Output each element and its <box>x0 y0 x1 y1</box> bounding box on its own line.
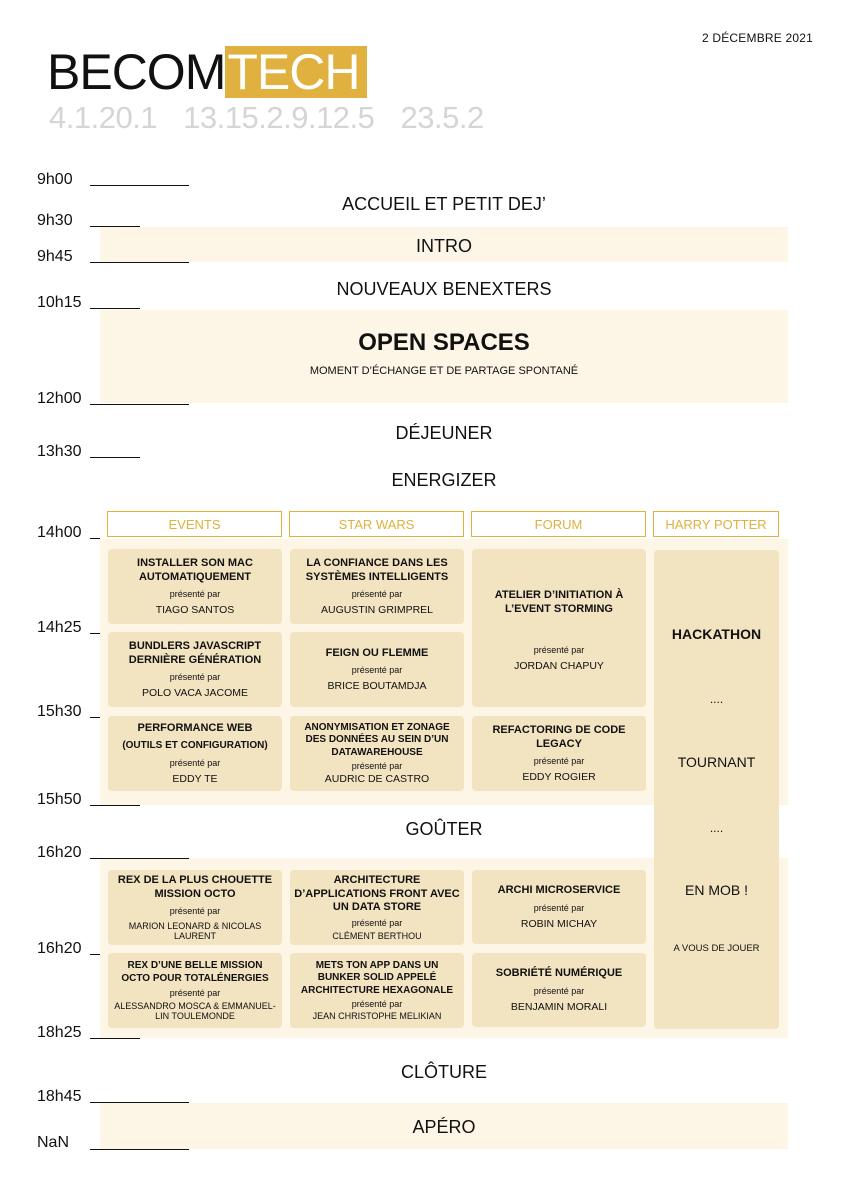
talk-title: PERFORMANCE WEB <box>137 722 253 735</box>
talk-speaker: JORDAN CHAPUY <box>514 659 604 672</box>
time-label: 16h20 <box>37 844 82 861</box>
talk-title: LA CONFIANCE DANS LES SYSTÈMES INTELLIGENTS <box>305 556 449 583</box>
event-apero: APÉRO <box>412 1117 476 1137</box>
hackathon-en-mob: EN MOB ! <box>684 882 748 898</box>
time-label: 9h45 <box>37 248 73 265</box>
talk-card <box>290 632 464 707</box>
talk-card <box>108 716 282 791</box>
time-label: 15h50 <box>37 791 82 808</box>
time-label: 18h45 <box>37 1088 82 1105</box>
talk-title: BUNDLERS JAVASCRIPT DERNIÈRE GÉNÉRATION <box>128 639 262 666</box>
talk-card <box>290 549 464 624</box>
presented-by: présenté par <box>169 672 221 683</box>
time-label: 15h30 <box>37 703 82 720</box>
talk-card <box>108 549 282 624</box>
time-line <box>90 954 100 955</box>
talk-subtitle: (OUTILS ET CONFIGURATION) <box>122 740 268 752</box>
time-line <box>90 185 189 186</box>
code-word: 4.1.20.1 <box>49 100 158 135</box>
event-open-spaces-subtitle: MOMENT D’ÉCHANGE ET DE PARTAGE SPONTANÉ <box>309 365 579 377</box>
talk-card <box>472 870 646 944</box>
time-label: 9h30 <box>37 212 73 229</box>
logo-part-2: TECH <box>225 46 367 98</box>
hackathon-tournant: TOURNANT <box>677 754 756 770</box>
presented-by: présenté par <box>351 761 403 772</box>
talk-card <box>472 716 646 791</box>
event-accueil: ACCUEIL ET PETIT DEJ’ <box>342 194 546 214</box>
presented-by: présenté par <box>351 999 403 1010</box>
talk-card <box>290 870 464 945</box>
talk-speaker: MARION LEONARD & NICOLAS LAURENT <box>128 921 262 942</box>
talk-title: ATELIER D’INITIATION À L’EVENT STORMING <box>494 589 624 615</box>
track-harry-potter: HARRY POTTER <box>653 511 779 537</box>
time-label: 16h20 <box>37 940 82 957</box>
talk-speaker: TIAGO SANTOS <box>155 604 235 617</box>
talk-speaker: AUDRIC DE CASTRO <box>324 773 430 786</box>
talk-title: INSTALLER SON MAC AUTOMATIQUEMENT <box>137 556 253 583</box>
presented-by: présenté par <box>351 665 403 676</box>
time-line <box>90 538 100 539</box>
talk-card <box>472 953 646 1027</box>
hackathon-dots: .... <box>709 821 724 835</box>
time-label: 9h00 <box>37 171 73 188</box>
code-word: 23.5.2 <box>400 100 484 135</box>
presented-by: présenté par <box>533 985 585 996</box>
time-line <box>90 633 100 634</box>
event-energizer: ENERGIZER <box>391 470 497 490</box>
talk-card <box>108 870 282 945</box>
time-label: 12h00 <box>37 390 82 407</box>
talk-speaker: ROBIN MICHAY <box>520 917 598 930</box>
talk-card <box>108 632 282 707</box>
talk-title: SOBRIÉTÉ NUMÉRIQUE <box>495 967 623 980</box>
talk-speaker: JEAN CHRISTOPHE MELIKIAN <box>312 1011 442 1022</box>
time-line <box>90 1102 189 1103</box>
talk-card <box>472 549 646 707</box>
talk-card <box>290 953 464 1028</box>
talk-card <box>290 716 464 791</box>
time-label: 14h00 <box>37 524 82 541</box>
time-line <box>90 805 140 806</box>
track-events: EVENTS <box>107 511 282 537</box>
event-nouveaux-benexters: NOUVEAUX BENEXTERS <box>336 279 552 299</box>
talk-title: REX DE LA PLUS CHOUETTE MISSION OCTO <box>117 873 273 900</box>
logo-part-1: BECOM <box>47 44 226 100</box>
time-line <box>90 262 189 263</box>
event-gouter: GOÛTER <box>405 819 483 839</box>
logo <box>47 46 367 98</box>
presented-by: présenté par <box>169 988 221 998</box>
talk-speaker: POLO VACA JACOME <box>142 687 248 700</box>
talk-title: ARCHI MICROSERVICE <box>497 884 621 897</box>
presented-by: présenté par <box>351 918 403 929</box>
talk-title: ANONYMISATION ET ZONAGE DES DONNÉES AU SEIN D’UN DATAWAREHOUSE <box>304 721 450 758</box>
talk-speaker: BRICE BOUTAMDJA <box>327 680 427 693</box>
talk-title: FEIGN OU FLEMME <box>325 646 429 659</box>
hackathon-column <box>654 550 779 1029</box>
talk-title: REX D’UNE BELLE MISSION OCTO POUR TOTALÉNERGIES <box>121 960 269 984</box>
logo-code <box>49 100 502 136</box>
track-forum: FORUM <box>471 511 646 537</box>
talk-title: METS TON APP DANS UN BUNKER SOLID APPELÉ ARCHITECTURE HEXAGONALE <box>300 959 454 996</box>
time-line <box>90 858 189 859</box>
time-line <box>90 308 140 309</box>
hackathon-title: HACKATHON <box>671 626 762 642</box>
event-open-spaces: OPEN SPACES <box>358 329 530 356</box>
time-label: 14h25 <box>37 619 82 636</box>
talk-speaker: EDDY TE <box>172 772 218 785</box>
event-cloture: CLÔTURE <box>400 1062 487 1082</box>
talk-speaker: CLÉMENT BERTHOU <box>332 931 422 942</box>
presented-by: présenté par <box>533 756 585 767</box>
time-line <box>90 1149 189 1150</box>
presented-by: présenté par <box>169 906 221 917</box>
time-label: 10h15 <box>37 294 82 311</box>
presented-by: présenté par <box>169 589 221 600</box>
event-intro: INTRO <box>416 236 472 256</box>
hackathon-a-vous: A VOUS DE JOUER <box>673 943 760 954</box>
talk-title: REFACTORING DE CODE LEGACY <box>492 723 626 750</box>
time-line <box>90 457 140 458</box>
event-date: 2 DÉCEMBRE 2021 <box>701 31 813 45</box>
time-line <box>90 1038 140 1039</box>
talk-speaker: AUGUSTIN GRIMPREL <box>320 604 433 617</box>
presented-by: présenté par <box>169 757 221 768</box>
code-word: 13.15.2.9.12.5 <box>183 100 375 135</box>
time-label: NaN <box>37 1134 70 1151</box>
presented-by: présenté par <box>533 902 585 913</box>
track-star-wars: STAR WARS <box>289 511 464 537</box>
time-label: 18h25 <box>37 1024 82 1041</box>
time-line <box>90 717 100 718</box>
time-line <box>90 404 189 405</box>
time-label: 13h30 <box>37 443 82 460</box>
talk-speaker: BENJAMIN MORALI <box>510 1000 608 1013</box>
hackathon-dots: .... <box>709 692 724 706</box>
event-dejeuner: DÉJEUNER <box>395 423 493 443</box>
talk-title: ARCHITECTURE D’APPLICATIONS FRONT AVEC UN DATA STORE <box>294 873 460 914</box>
talk-speaker: ALESSANDRO MOSCA & EMMANUEL-LIN TOULEMONDE <box>114 1001 276 1021</box>
presented-by: présenté par <box>533 644 585 655</box>
talk-speaker: EDDY ROGIER <box>522 771 596 784</box>
time-line <box>90 226 140 227</box>
presented-by: présenté par <box>351 589 403 600</box>
talk-card <box>108 953 282 1028</box>
